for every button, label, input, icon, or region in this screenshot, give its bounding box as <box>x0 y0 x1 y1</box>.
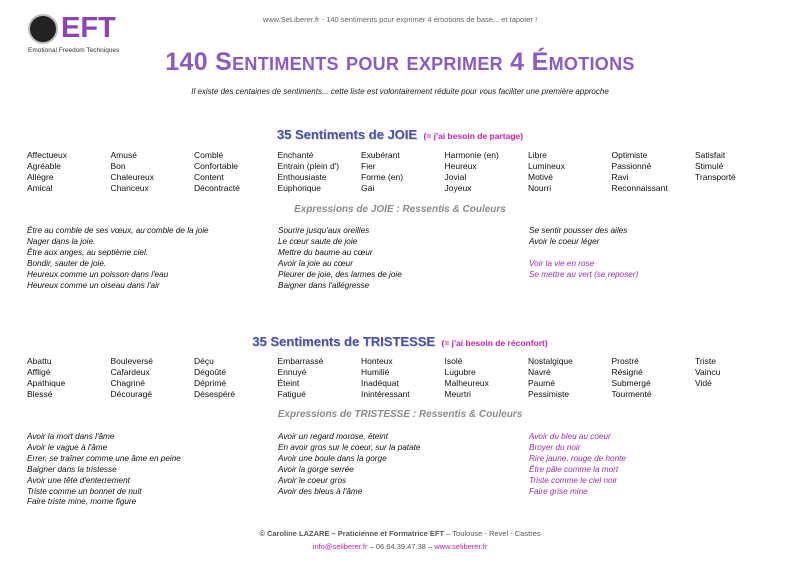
feeling-word: Découragé <box>110 389 153 399</box>
feeling-word: Libre <box>528 150 547 160</box>
joie-expr-col-3 <box>529 226 780 291</box>
footer-credit <box>0 529 800 538</box>
tristesse-expr-col-1 <box>27 432 278 508</box>
feeling-word: Honteux <box>361 356 393 366</box>
feeling-word: Navré <box>528 367 551 377</box>
expression-line: Triste comme un bonnet de nuit <box>27 486 142 496</box>
feeling-word: Nostalgique <box>528 356 573 366</box>
expression-line: Faire triste mine, morne figure <box>27 497 137 507</box>
feeling-word: Abattu <box>27 356 52 366</box>
feeling-word: Embarrassé <box>277 356 324 366</box>
feeling-word: Prostré <box>611 356 639 366</box>
feeling-word: Inadéquat <box>361 378 399 388</box>
joie-expressions-title: Expressions de JOIE : Ressentis & Couleurs <box>294 204 506 215</box>
expression-line: Être aux anges, au septième ciel. <box>27 247 149 257</box>
footer-author: © Caroline LAZARE – Praticienne et Formatrice EFT <box>259 529 445 538</box>
tristesse-feelings-column <box>27 356 111 400</box>
joie-expressions <box>27 226 787 291</box>
expression-line: Avoir la joie au cœur <box>278 258 353 268</box>
feeling-word: Isolé <box>444 356 463 366</box>
feeling-word: Ravi <box>611 172 629 182</box>
feeling-word: Satisfait <box>695 150 726 160</box>
page-title: 140 Sentiments pour exprimer 4 Émotions <box>165 48 635 76</box>
expression-line: Avoir le coeur gros <box>278 475 347 485</box>
expression-line: Le cœur saute de joie <box>278 236 358 246</box>
feeling-word: Chanceux <box>110 183 149 193</box>
expression-line: Avoir la gorge serrée <box>278 464 354 474</box>
feeling-word: Harmonie (en) <box>444 150 499 160</box>
feeling-word: Stimulé <box>695 161 724 171</box>
joie-feelings-column <box>612 150 696 194</box>
feeling-word: Entrain (plein d') <box>277 161 340 171</box>
joie-feelings-column <box>278 150 362 194</box>
logo-subtitle: Emotional Freedom Techniques <box>28 47 120 54</box>
joie-feelings-column <box>528 150 612 194</box>
feeling-word: Agréable <box>27 161 62 171</box>
tristesse-section-title <box>0 333 800 351</box>
feeling-word: Submergé <box>611 378 651 388</box>
feeling-word: Forme (en) <box>361 172 404 182</box>
joie-expr-col-1 <box>27 226 278 291</box>
feeling-word: Éteint <box>277 378 300 388</box>
feeling-word: Affligé <box>27 367 51 377</box>
tristesse-feelings-column <box>361 356 445 400</box>
feeling-word: Dégoûté <box>194 367 227 377</box>
header-note: www.SeLiberer.fr - 140 sentiments pour exprimer 4 émotions de base... et tapoter ! <box>262 15 538 24</box>
feeling-word: Résigné <box>611 367 643 377</box>
feeling-word: Gai <box>361 183 375 193</box>
logo-text: EFT <box>61 12 116 44</box>
joie-feelings-column <box>111 150 195 194</box>
feeling-word: Amusé <box>110 150 137 160</box>
feeling-word: Chaleureux <box>110 172 154 182</box>
expression-line: Mettre du baume au cœur <box>278 247 373 257</box>
expression-line: Avoir des bleus à l'âme <box>278 486 363 496</box>
tristesse-title: 35 Sentiments de TRISTESSE <box>252 334 436 349</box>
tristesse-feelings-column <box>445 356 529 400</box>
feeling-word: Optimiste <box>611 150 648 160</box>
expression-line: Se mettre au vert (se reposer) <box>529 269 639 279</box>
expression-line: Avoir le coeur léger <box>529 236 600 246</box>
feeling-word: Fier <box>361 161 376 171</box>
expression-line: Triste comme le ciel noir <box>529 475 618 485</box>
expression-line: Être au comble de ses vœux, au comble de la joie <box>27 226 209 235</box>
expression-line: Bondir, sauter de joie. <box>27 258 107 268</box>
feeling-word: Allègre <box>27 172 54 182</box>
footer-phone: – 06.64.39.47.38 – <box>367 542 435 551</box>
feeling-word: Blessé <box>27 389 53 399</box>
expression-line: Errer, se traîner comme une âme en peine <box>27 453 181 463</box>
feeling-word: Bon <box>110 161 126 171</box>
feeling-word: Vidé <box>695 378 712 388</box>
joie-feelings-column <box>27 150 111 194</box>
expression-line: Avoir le vague à l'âme <box>27 442 108 452</box>
tristesse-expressions <box>27 432 787 508</box>
feeling-word: Motivé <box>528 172 554 182</box>
feeling-word: Paumé <box>528 378 555 388</box>
feeling-word: Exubérant <box>361 150 400 160</box>
expression-line: Se sentir pousser des ailes <box>529 226 628 235</box>
feeling-word: Déprimé <box>194 378 227 388</box>
expression-line: Être pâle comme la mort <box>529 464 619 474</box>
feeling-word: Nourri <box>528 183 552 193</box>
feeling-word: Pessimiste <box>528 389 570 399</box>
expression-line: Avoir la mort dans l'âme <box>27 432 115 441</box>
feeling-word: Passionné <box>611 161 652 171</box>
feeling-word: Lumineux <box>528 161 565 171</box>
joie-expr-col-2 <box>278 226 529 291</box>
tristesse-feelings-grid <box>27 356 787 400</box>
expression-line: Voir la vie en rose <box>529 258 595 268</box>
footer-email-link[interactable]: info@seliberer.fr <box>312 542 368 551</box>
expression-line: Heureux comme un poisson dans l'eau <box>27 269 169 279</box>
feeling-word: Décontracté <box>194 183 240 193</box>
feeling-word: Confortable <box>194 161 238 171</box>
expression-line: Sourire jusqu'aux oreilles <box>278 226 370 235</box>
expression-line: Rire jaune, rouge de honte <box>529 453 626 463</box>
tristesse-expressions-title: Expressions de TRISTESSE : Ressentis & Couleurs <box>277 409 523 420</box>
tristesse-feelings-column <box>111 356 195 400</box>
expression-line: Faire grise mine <box>529 486 588 496</box>
feeling-word: Transporté <box>695 172 736 182</box>
feeling-word: Cafardeux <box>110 367 150 377</box>
joie-feelings-column <box>194 150 278 194</box>
footer-site-link[interactable]: www.seliberer.fr <box>434 542 488 551</box>
feeling-word: Bouleversé <box>110 356 154 366</box>
intro-text: Il existe des centaines de sentiments... cette liste est volontairement réduite pour vous faciliter une première approche <box>191 87 609 96</box>
feeling-word: Déçu <box>194 356 214 366</box>
feeling-word: Content <box>194 172 224 182</box>
tristesse-feelings-column <box>194 356 278 400</box>
feeling-word: Enchanté <box>277 150 314 160</box>
spacer <box>529 248 780 259</box>
feeling-word: Heureux <box>444 161 477 171</box>
feeling-word: Meurtri <box>444 389 471 399</box>
feeling-word: Jovial <box>444 172 467 182</box>
feeling-word: Comblé <box>194 150 224 160</box>
feeling-word: Lugubre <box>444 367 476 377</box>
feeling-word: Inintéressant <box>361 389 410 399</box>
expression-line: En avoir gros sur le coeur, sur la patate <box>278 442 421 452</box>
expression-line: Avoir une tête d'enterrement <box>27 475 130 485</box>
feeling-word: Tourmenté <box>611 389 652 399</box>
tristesse-expr-col-3 <box>529 432 780 508</box>
expression-line: Avoir une boule dans la gorge <box>278 453 387 463</box>
feeling-word: Désespéré <box>194 389 236 399</box>
feeling-word: Apathique <box>27 378 66 388</box>
feeling-word: Euphorique <box>277 183 321 193</box>
feeling-word: Enthousiaste <box>277 172 327 182</box>
expression-line: Baigner dans la tristesse <box>27 464 117 474</box>
expression-line: Avoir du bleu au coeur <box>529 432 611 441</box>
expression-line: Nager dans la joie. <box>27 236 96 246</box>
joie-feelings-column <box>695 150 779 194</box>
expression-line: Pleurer de joie, des larmes de joie <box>278 269 402 279</box>
joie-section-title <box>0 126 800 144</box>
feeling-word: Triste <box>695 356 716 366</box>
joie-title: 35 Sentiments de JOIE <box>276 127 418 142</box>
expression-line: Baigner dans l'allégresse <box>278 280 370 290</box>
tristesse-need: (= j'ai besoin de réconfort) <box>441 338 548 348</box>
feeling-word: Chagriné <box>110 378 145 388</box>
joie-feelings-grid <box>27 150 787 194</box>
feeling-word: Malheureux <box>444 378 489 388</box>
footer-contact <box>0 542 800 551</box>
expression-line: Heureux comme un oiseau dans l'air <box>27 280 160 290</box>
feeling-word: Reconnaissant <box>611 183 668 193</box>
expression-line: Broyer du noir <box>529 442 581 452</box>
tristesse-feelings-column <box>278 356 362 400</box>
joie-feelings-column <box>445 150 529 194</box>
feeling-word: Humilié <box>361 367 390 377</box>
expression-line: Avoir un regard morose, éteint <box>278 432 388 441</box>
tristesse-expr-col-2 <box>278 432 529 508</box>
feeling-word: Amical <box>27 183 53 193</box>
joie-feelings-column <box>361 150 445 194</box>
tristesse-feelings-column <box>695 356 779 400</box>
tristesse-feelings-column <box>528 356 612 400</box>
feeling-word: Affectueux <box>27 150 68 160</box>
tristesse-feelings-column <box>612 356 696 400</box>
feeling-word: Fatigué <box>277 389 306 399</box>
joie-need: (= j'ai besoin de partage) <box>423 131 524 141</box>
feeling-word: Vaincu <box>695 367 721 377</box>
footer-locations: – Toulouse - Revel - Castres <box>444 529 541 538</box>
feeling-word: Joyeux <box>444 183 472 193</box>
feeling-word: Ennuyé <box>277 367 307 377</box>
